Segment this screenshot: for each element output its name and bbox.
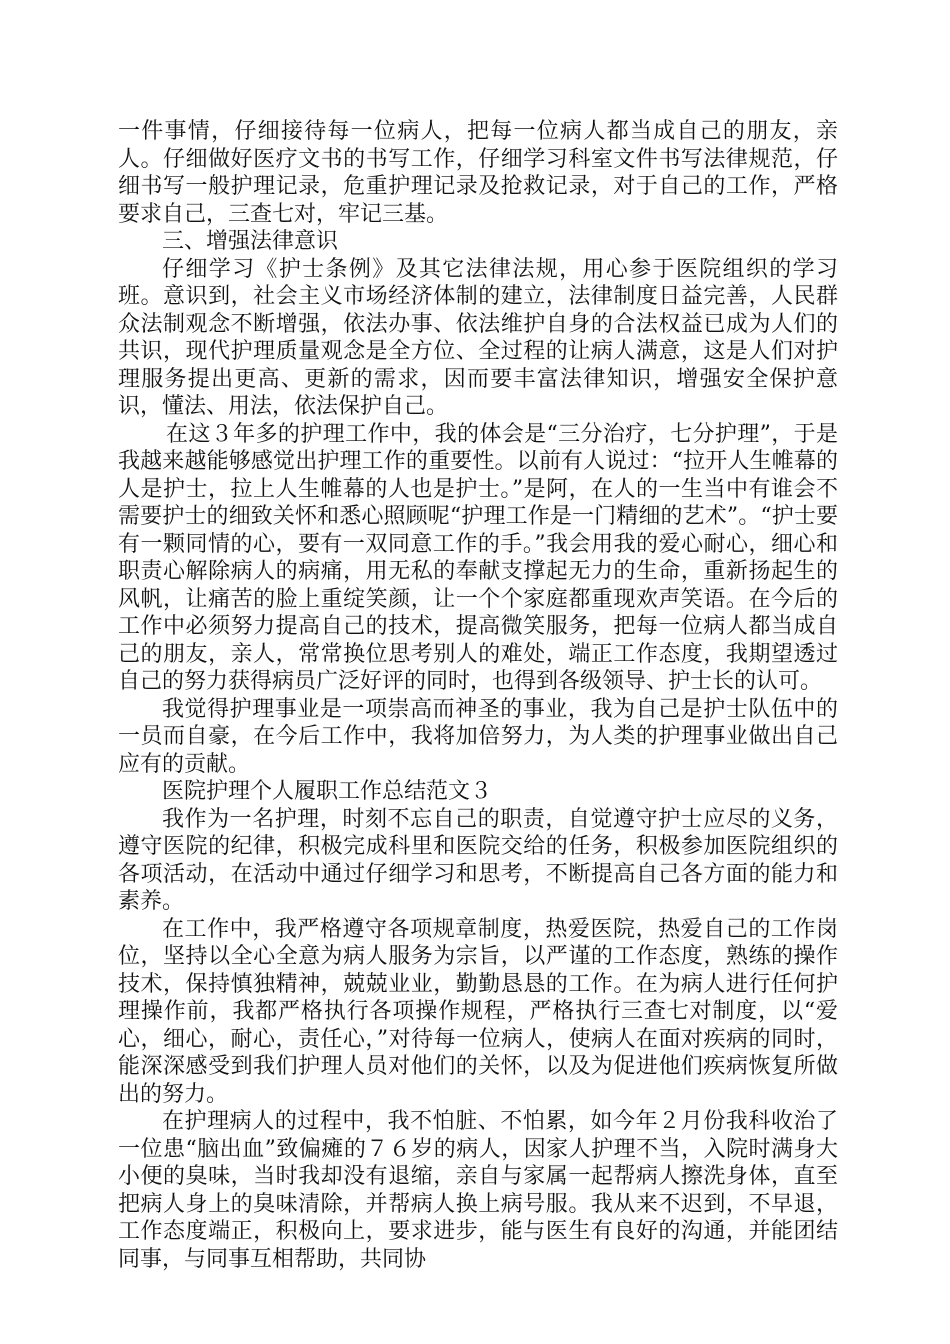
- section-heading-legal-awareness: 三、增强法律意识: [162, 229, 339, 254]
- paragraph-duties: 我作为一名护理，时刻不忘自己的职责，自觉遵守护士应尽的义务，遵守医院的纪律，积极完成科里和医院交给的任务，积极参加医院组织的各项活动，在活动中通过仔细学习和思考，不断提高自己各方面的能力和素养。: [118, 806, 838, 914]
- paragraph-patient-care: 在护理病人的过程中，我不怕脏、不怕累，如今年２月份我科收治了一位患“脑出血”致偏瘫的７６岁的病人，因家人护理不当，入院时满身大小便的臭味，当时我却没有退缩，亲自与家属一起帮病人擦洗身体，直至把病人身上的臭味清除，并帮病人换上病号服。我从来不迟到，不早退，工作态度端正，积极向上，要求进步，能与医生有良好的沟通，并能团结同事，与同事互相帮助，共同协: [118, 1109, 838, 1272]
- paragraph-nursing-career: 我觉得护理事业是一项崇高而神圣的事业，我为自己是护士队伍中的一员而自豪，在今后工作中，我将加倍努力，为人类的护理事业做出自己应有的贡献。: [118, 696, 838, 777]
- paragraph-work-discipline: 在工作中，我严格遵守各项规章制度，热爱医院，热爱自己的工作岗位，坚持以全心全意为病人服务为宗旨，以严谨的工作态度，熟练的操作技术，保持慎独精神，兢兢业业，勤勤恳恳的工作。在为病人进行任何护理操作前，我都严格执行各项操作规程，严格执行三查七对制度，以“爱心，细心，耐心，责任心，”对待每一位病人，使病人在面对疾病的同时，能深深感受到我们护理人员对他们的关怀，以及为促进他们疾病恢复所做出的努力。: [118, 916, 838, 1107]
- article-title-3: 医院护理个人履职工作总结范文３: [162, 779, 493, 804]
- paragraph-nursing-experience: 在这３年多的护理工作中，我的体会是“三分治疗，七分护理”，于是我越来越能够感觉出护理工作的重要性。以前有人说过：“拉开人生帷幕的人是护士，拉上人生帷幕的人也是护士。”是阿，在人的一生当中有谁会不需要护士的细致关怀和悉心照顾呢“护理工作是一门精细的艺术”。“护士要有一颗同情的心，要有一双同意工作的手。”我会用我的爱心耐心，细心和职责心解除病人的病痛，用无私的奉献支撑起无力的生命，重新扬起生的风帆，让痛苦的脸上重绽笑颜，让一个个家庭都重现欢声笑语。在今后的工作中必须努力提高自己的技术，提高微笑服务，把每一位病人都当成自己的朋友，亲人，常常换位思考别人的难处，端正工作态度，我期望透过自己的努力获得病员广泛好评的同时，也得到各级领导、护士长的认可。: [118, 421, 838, 694]
- paragraph-continued: 一件事情，仔细接待每一位病人，把每一位病人都当成自己的朋友，亲人。仔细做好医疗文书的书写工作，仔细学习科室文件书写法律规范，仔细书写一般护理记录，危重护理记录及抢救记录，对于自己的工作，严格要求自己，三查七对，牢记三基。: [118, 119, 838, 227]
- document-page: [118, 118, 838, 1273]
- paragraph-legal-study: 仔细学习《护士条例》及其它法律法规，用心参于医院组织的学习班。意识到，社会主义市场经济体制的建立，法律制度日益完善，人民群众法制观念不断增强，依法办事、依法维护自身的合法权益已成为人们的共识，现代护理质量观念是全方位、全过程的让病人满意，这是人们对护理服务提出更高、更新的需求，因而要丰富法律知识，增强安全保护意识，懂法、用法，依法保护自己。: [118, 256, 838, 419]
